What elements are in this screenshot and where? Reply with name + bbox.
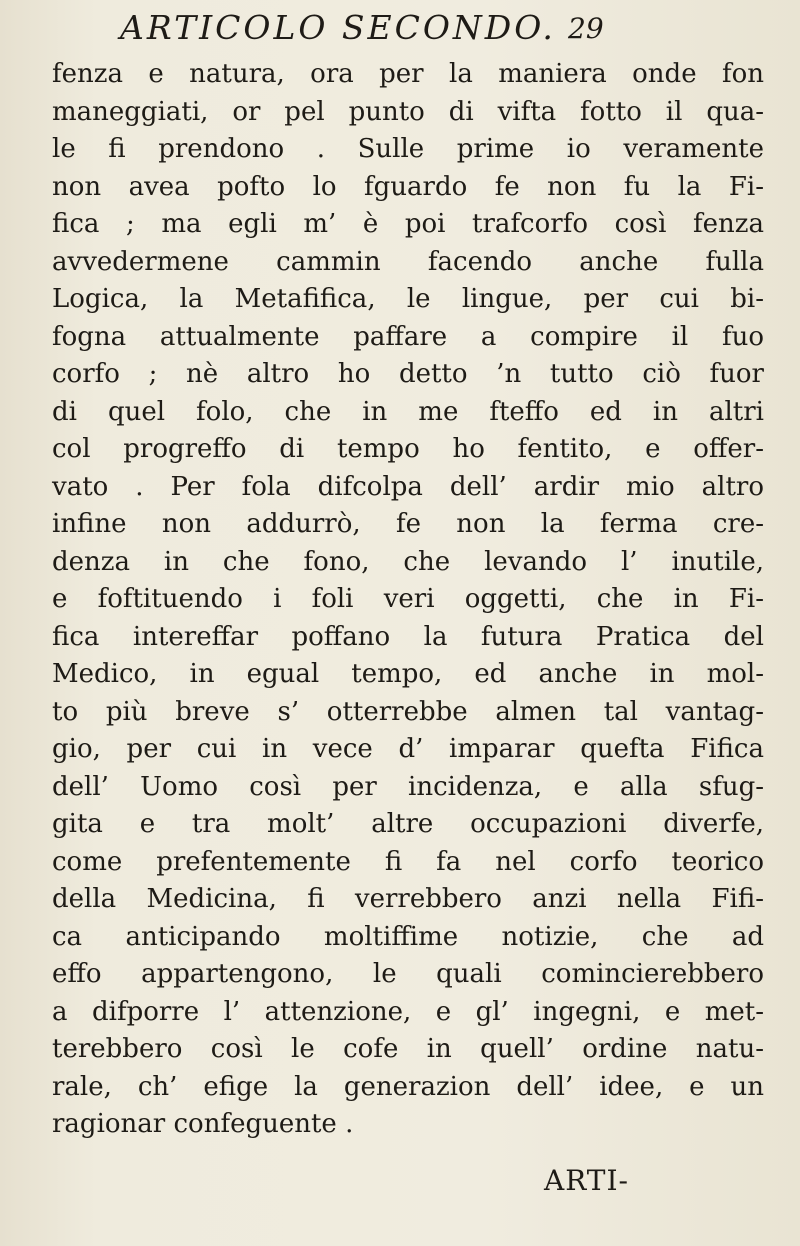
text-line: corfo ; nè altro ho detto ’n tutto ciò fuor [52, 359, 764, 389]
text-line: terebbero così le cofe in quell’ ordine natu- [52, 1034, 764, 1064]
text-line: gio, per cui in vece d’ imparar quefta Fifica [52, 734, 764, 764]
text-line: ca anticipando moltiffime notizie, che ad [52, 921, 764, 952]
text-line: infine non addurrò, fe non la ferma cre- [52, 509, 764, 539]
text-line: rale, ch’ efige la generazion dell’ idee, e un [52, 1071, 764, 1102]
text-line: di quel folo, che in me fteffo ed in altri [52, 396, 764, 427]
text-line: della Medicina, fi verrebbero anzi nella Fifi- [52, 884, 764, 914]
text-line: maneggiati, or pel punto di vifta fotto il qua- [52, 96, 764, 127]
text-line: effo appartengono, le quali comincierebbero [52, 959, 764, 989]
text-line: dell’ Uomo così per incidenza, e alla sfug- [52, 771, 764, 802]
text-line: fica ; ma egli m’ è poi trafcorfo così fenza [52, 209, 764, 239]
text-line: fogna attualmente paffare a compire il fuo [52, 321, 764, 352]
text-line: avvedermene cammin facendo anche fulla [52, 246, 764, 277]
running-head: ARTICOLO SECONDO. [120, 8, 556, 47]
page-number: 29 [568, 12, 604, 45]
text-line: e foftituendo i foli veri oggetti, che in Fi- [52, 584, 764, 614]
text-line: le fi prendono . Sulle prime io veramente [52, 134, 764, 164]
text-line: fenza e natura, ora per la maniera onde fon [52, 59, 764, 89]
text-line: fica intereffar poffano la futura Pratica del [52, 621, 764, 652]
text-line: col progreffo di tempo ho fentito, e offer- [52, 434, 764, 464]
text-line: Medico, in egual tempo, ed anche in mol- [52, 659, 764, 689]
text-line: a difporre l’ attenzione, e gl’ ingegni, e met- [52, 996, 764, 1027]
page-header [60, 8, 780, 60]
text-line-final: ragionar confeguente . [52, 1109, 354, 1139]
text-line: gita e tra molt’ altre occupazioni diverfe, [52, 809, 764, 839]
body-text [52, 56, 764, 1144]
text-line: non avea pofto lo fguardo fe non fu la Fi- [52, 171, 764, 202]
text-line: to più breve s’ otterrebbe almen tal vantag- [52, 696, 764, 727]
text-line: vato . Per fola difcolpa dell’ ardir mio altro [52, 471, 764, 502]
catchword: ARTI- [544, 1164, 630, 1197]
text-line: come prefentemente fi fa nel corfo teorico [52, 846, 764, 877]
text-line: denza in che fono, che levando l’ inutile, [52, 546, 764, 577]
text-line: Logica, la Metafifica, le lingue, per cui bi- [52, 284, 764, 314]
